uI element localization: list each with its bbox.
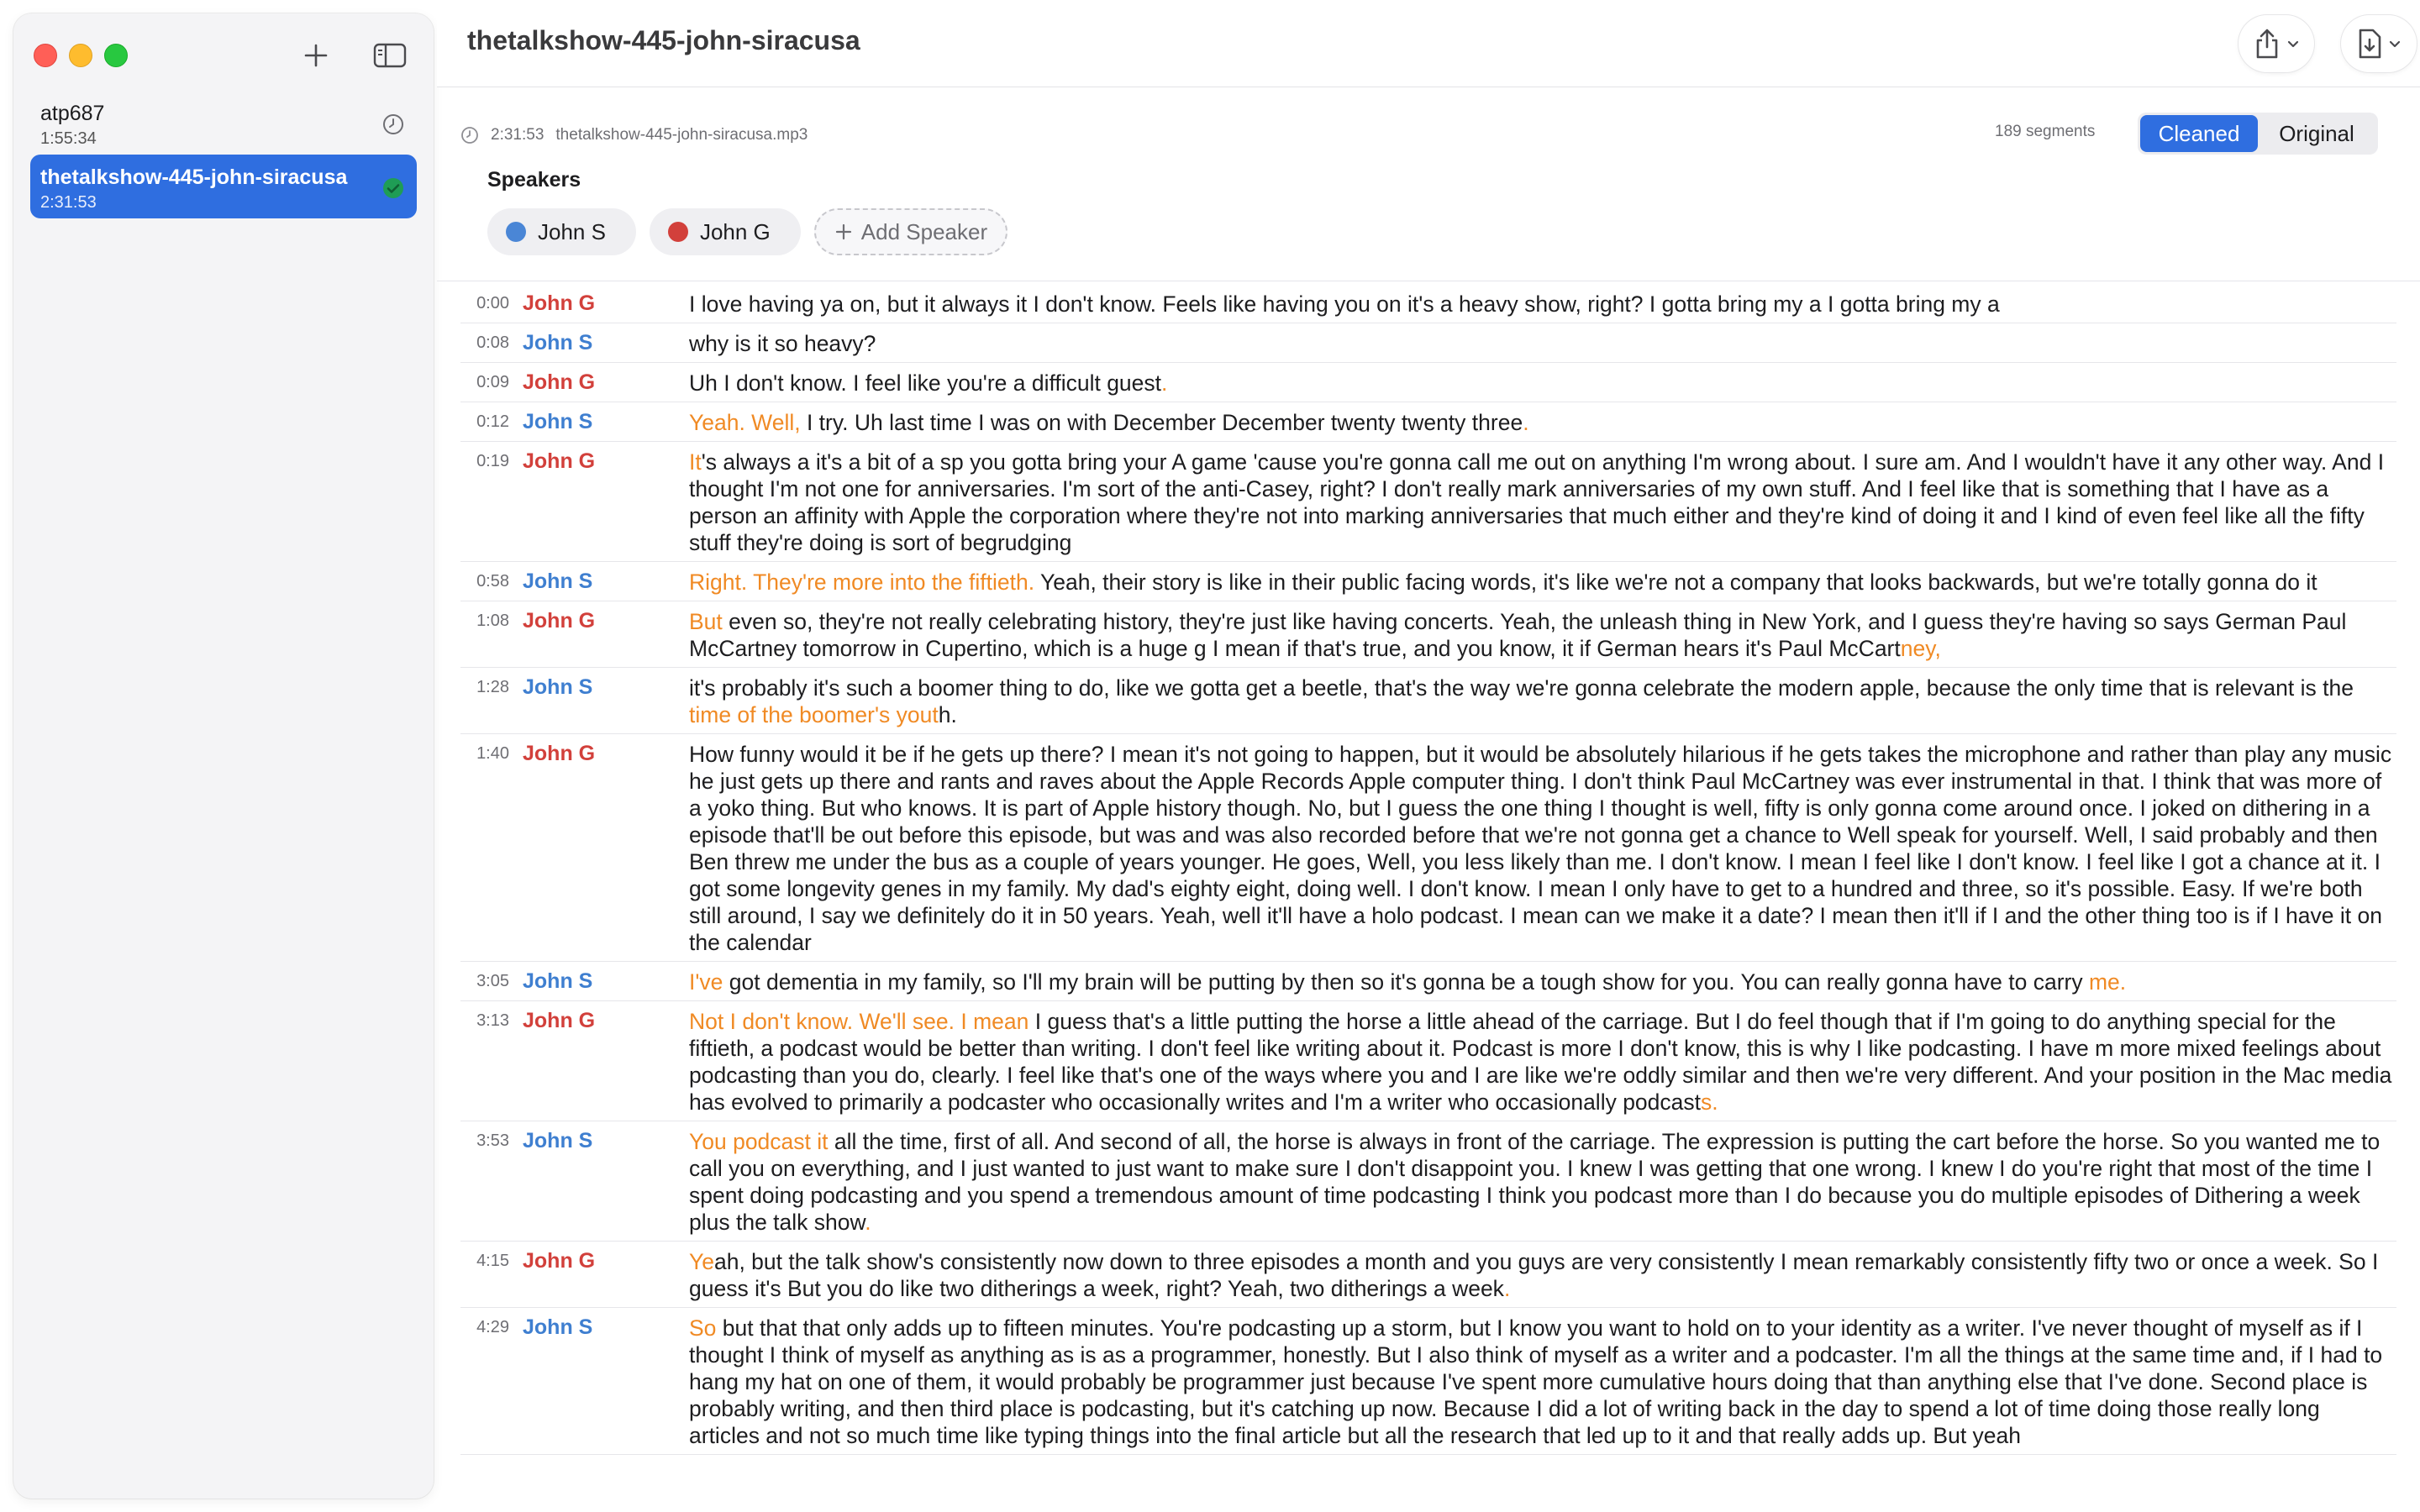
sidebar-item-atp687[interactable] (30, 91, 417, 155)
segment-speaker[interactable]: John G (523, 449, 596, 473)
segment-text[interactable] (617, 449, 2396, 556)
text-span: all the time, first of all. And second of all, the horse is always in front of the carriage. The expression is putting the cart before the horse. So you wanted me to call you on everything, and I just wanted to just want to make sure I don't disappoint you. I knew I was getting that one wrong. I knew I do you're right that most of the time I spent doing podcasting and you spend a tremendous amount of time podcasting I think you podcast more than I do because you do multiple episodes of Dithering a week plus the talk show (689, 1129, 2381, 1235)
segment-timestamp[interactable]: 3:13 (476, 1011, 509, 1030)
segment-speaker[interactable]: John G (523, 742, 596, 765)
segment-text[interactable] (617, 1315, 2396, 1449)
edited-text-span: Not I don't know. We'll see. I mean (689, 1009, 1029, 1034)
text-span: h. (938, 702, 957, 727)
clock-icon (460, 126, 479, 144)
segment-text[interactable] (617, 969, 2396, 995)
edited-text-span: ney, (1900, 636, 1941, 661)
segment-timestamp[interactable]: 3:53 (476, 1131, 509, 1150)
edited-text-span: time of the boomer's yout (689, 702, 939, 727)
text-span: I love having ya on, but it always it I don't know. Feels like having you on it's a heavy show, right? I gotta bring my a I gotta bring my a (689, 291, 2000, 317)
segment-text[interactable] (617, 409, 2396, 436)
segment-timestamp[interactable]: 4:29 (476, 1318, 509, 1336)
edited-text-span: You podcast it (689, 1129, 829, 1154)
transcript-row[interactable] (460, 1001, 2396, 1121)
segment-timestamp[interactable]: 0:09 (476, 373, 509, 391)
text-span: I guess that's a little putting the horse a little ahead of the carriage. But I do feel though that if I'm going to do anything special for the fiftieth, a podcast would be better than writing. I don't feel like writing about it. Podcast is more I don't know, this is why I like podcasting. I have m more mixed feelings about podcasting than you do, clearly. I feel like that's one of the ways where you and I are like we're oddly similar and then we're very different. And your position in the Mac media has evolved to primarily a podcaster who occasionally writes and I'm a writer who occasionally podcast (689, 1009, 2392, 1115)
segment-speaker[interactable]: John S (523, 1129, 593, 1152)
edited-text-span: me. (2088, 969, 2127, 995)
transcript-row[interactable] (460, 323, 2396, 363)
text-span: 's always a it's a bit of a sp you gotta bring your A game 'cause you're gonna call me out on anything I'm wrong about. I sure am. And I wouldn't have it any other way. And I thought I'm not one for anniversaries. I'm sort of the anti-Casey, right? I don't really mark anniversaries of my own stuff. And I feel like that is something that I have as a person an affinity with Apple the corporation where they're not into marking anniversaries that much either and they're kind of doing it and I kind of even feel like all the fifty stuff they're doing is sort of begrudging (689, 449, 2385, 555)
edited-text-span: Ye (689, 1249, 714, 1274)
segment-text[interactable] (617, 370, 2396, 396)
sidebar-icon (373, 42, 407, 69)
segment-timestamp[interactable]: 1:08 (476, 612, 509, 630)
segment-speaker[interactable]: John S (523, 1315, 593, 1339)
edited-text-span: . (1161, 370, 1168, 396)
sidebar-item-thetalkshow[interactable] (30, 155, 417, 218)
segment-speaker[interactable]: John G (523, 609, 596, 633)
segment-timestamp[interactable]: 0:58 (476, 572, 509, 591)
status-complete-icon (381, 176, 405, 200)
transcript-row[interactable] (460, 601, 2396, 668)
edited-text-span: . (865, 1210, 871, 1235)
minimize-window-button[interactable] (69, 44, 92, 67)
segment-timestamp[interactable]: 0:12 (476, 412, 509, 431)
sidebar-item-duration: 2:31:53 (40, 193, 97, 212)
segment-timestamp[interactable]: 4:15 (476, 1252, 509, 1270)
page-title: thetalkshow-445-john-siracusa (467, 25, 860, 55)
speakers-heading: Speakers (487, 168, 581, 192)
speaker-name: John G (699, 218, 771, 244)
text-span: but that that only adds up to fifteen minutes. You're podcasting up a storm, but I know you want to hold on to your identity as a writer. I've never thought of myself as if I thought I think of myself as anything as is as a programmer, honestly. But I also think of myself as a writer and a podcaster. I'm all the things at the same time and, if I had to hang my hat on one of them, it would probably be programmer just because I've spent more cumulative hours doing that than anything else that I've done. Second place is probably writing, and then third place is podcasting, but it's catching up now. Because I did a lot of writing back in the day to spend a lot of time doing those really long articles and not so much time like typing things into the final article but all the research that led up to it and that really adds up. But yeah (689, 1315, 2383, 1448)
text-span: got dementia in my family, so I'll my brain will be putting by then so it's gonna be a tough show for you. You can really gonna have to carry (723, 969, 2089, 995)
file-info (460, 123, 808, 148)
chevron-down-icon (2388, 39, 2402, 49)
sidebar-item-duration: 1:55:34 (40, 129, 97, 148)
text-span: I try. Uh last time I was on with December December twenty twenty three (800, 410, 1523, 435)
export-button[interactable] (2341, 15, 2417, 72)
speaker-chip-john-s[interactable] (487, 208, 636, 255)
segment-text[interactable] (617, 741, 2396, 956)
segment-speaker[interactable]: John G (523, 1009, 596, 1032)
transcript-row[interactable] (460, 962, 2396, 1001)
transcript-row[interactable] (460, 734, 2396, 962)
segment-speaker[interactable]: John G (523, 291, 596, 315)
add-speaker-button[interactable] (814, 208, 1007, 255)
segment-text[interactable] (617, 675, 2396, 728)
edited-text-span: But (689, 609, 723, 634)
transcript-row[interactable] (460, 284, 2396, 323)
export-document-icon (2356, 28, 2383, 60)
speaker-color-dot (506, 222, 526, 242)
zoom-window-button[interactable] (104, 44, 128, 67)
toggle-sidebar-button[interactable] (371, 39, 408, 72)
segment-speaker[interactable]: John S (523, 675, 593, 699)
segment-timestamp[interactable]: 1:40 (476, 744, 509, 763)
text-span: it's probably it's such a boomer thing to do, like we gotta get a beetle, that's the way we're gonna celebrate the modern apple, because the only time that is relevant is the (689, 675, 2354, 701)
toolbar (437, 0, 2420, 87)
segment-count: 189 segments (1995, 123, 2096, 140)
segment-text[interactable] (617, 1008, 2396, 1116)
segment-timestamp[interactable]: 1:28 (476, 678, 509, 696)
edited-text-span: . (1523, 410, 1529, 435)
segment-text[interactable] (617, 330, 2396, 357)
transcript-row[interactable] (460, 442, 2396, 562)
text-span: How funny would it be if he gets up there? I mean it's not going to happen, but it would be absolutely hilarious if he gets takes the microphone and rather than play any music he just gets up there and rants and raves about the Apple Records Apple computer thing. I don't think Paul McCartney was ever instrumental in that. I think that was more of a yoko thing. But who knows. It is part of Apple history though. No, but I guess the one thing I thought is well, fifty is only gonna come around once. I joked on dithering in a episode that'll be out before this episode, but was and was also recorded before that we're not gonna get a chance to Well speak for yourself. Well, I said probably and then Ben threw me under the bus as a couple of years younger. He goes, Well, you less likely than me. I don't know. I mean I feel like I don't know. I feel like I got a chance at it. I got some longevity genes in my family. My dad's eighty eight, doing well. I don't know. I mean I only have to get to a hundred and three, so it's possible. Easy. If we're both still around, I say we definitely do it in 50 years. Yeah, well it'll have a holo podcast. I mean can we make it a date? I mean then it'll if I and the other thing too is if I have it on the calendar (689, 742, 2392, 955)
segment-text[interactable] (617, 569, 2396, 596)
transcript-row[interactable] (460, 1121, 2396, 1242)
close-window-button[interactable] (34, 44, 57, 67)
status-pending-icon (381, 113, 405, 136)
edited-text-span: It (689, 449, 702, 475)
edited-text-span: Yeah. Well, (689, 410, 801, 435)
add-speaker-label: Add Speaker (860, 218, 988, 244)
plus-icon (303, 43, 329, 68)
segment-text[interactable] (617, 608, 2396, 662)
transcript-row[interactable] (460, 668, 2396, 734)
segment-timestamp[interactable]: 3:05 (476, 972, 509, 990)
transcript-row[interactable] (460, 1242, 2396, 1308)
text-span: why is it so heavy? (689, 331, 876, 356)
transcript-row[interactable] (460, 562, 2396, 601)
transcript-row[interactable] (460, 363, 2396, 402)
speaker-chip-john-g[interactable] (650, 208, 801, 255)
original-tab[interactable]: Original (2279, 120, 2354, 146)
edited-text-span: s. (1701, 1089, 1718, 1115)
segment-timestamp[interactable]: 0:08 (476, 333, 509, 352)
text-span: even so, they're not really celebrating history, they're just like having concerts. Yeah, the unleash thing in New York, and I guess they're having so says German Paul McCartney tomorrow in Cupertino, which is a huge g I mean if that's true, and you know, it if German hears it's Paul McCart (689, 609, 2347, 661)
segment-text[interactable] (617, 1248, 2396, 1302)
view-mode-toggle[interactable] (2138, 113, 2378, 155)
filename-label: thetalkshow-445-john-siracusa.mp3 (555, 126, 808, 144)
plus-icon (834, 223, 853, 241)
segment-speaker[interactable]: John G (523, 1249, 596, 1273)
cleaned-tab[interactable]: Cleaned (2140, 115, 2258, 152)
add-recording-button[interactable] (297, 39, 334, 72)
segment-timestamp[interactable]: 0:00 (476, 294, 509, 312)
transcript-list (460, 284, 2396, 1455)
speaker-chips (487, 208, 1007, 255)
text-span: Uh I don't know. I feel like you're a difficult guest (689, 370, 1162, 396)
segment-speaker[interactable]: John S (523, 969, 593, 993)
share-button[interactable] (2238, 15, 2314, 72)
edited-text-span: Right. They're more into the fiftieth. (689, 570, 1035, 595)
text-span: ah, but the talk show's consistently now down to three episodes a month and you guys are very consistently I mean remarkably consistently fifty two or once a week. So I guess it's But you do like two ditherings a week, right? Yeah, two ditherings a week (689, 1249, 2379, 1301)
speaker-name: John S (538, 218, 606, 244)
sidebar (13, 13, 434, 1499)
edited-text-span: I've (689, 969, 723, 995)
transcript-row[interactable] (460, 1308, 2396, 1455)
segment-speaker[interactable]: John G (523, 370, 596, 394)
segment-text[interactable] (617, 1128, 2396, 1236)
segment-speaker[interactable]: John S (523, 331, 593, 354)
transcript-row[interactable] (460, 402, 2396, 442)
duration-label: 2:31:53 (491, 126, 544, 144)
chevron-down-icon (2286, 39, 2300, 49)
share-icon (2253, 28, 2281, 60)
segment-timestamp[interactable]: 0:19 (476, 452, 509, 470)
sidebar-item-title: thetalkshow-445-john-siracusa (40, 165, 348, 189)
edited-text-span: . (1503, 1276, 1511, 1301)
segment-text[interactable] (617, 291, 2396, 318)
sidebar-item-title: atp687 (40, 102, 105, 125)
speaker-color-dot (668, 222, 688, 242)
text-span: Yeah, their story is like in their public facing words, it's like we're not a company that looks backwards, but we're totally gonna do it (1034, 570, 2317, 595)
segment-speaker[interactable]: John S (523, 410, 593, 433)
segment-speaker[interactable]: John S (523, 570, 593, 593)
edited-text-span: So (689, 1315, 717, 1341)
